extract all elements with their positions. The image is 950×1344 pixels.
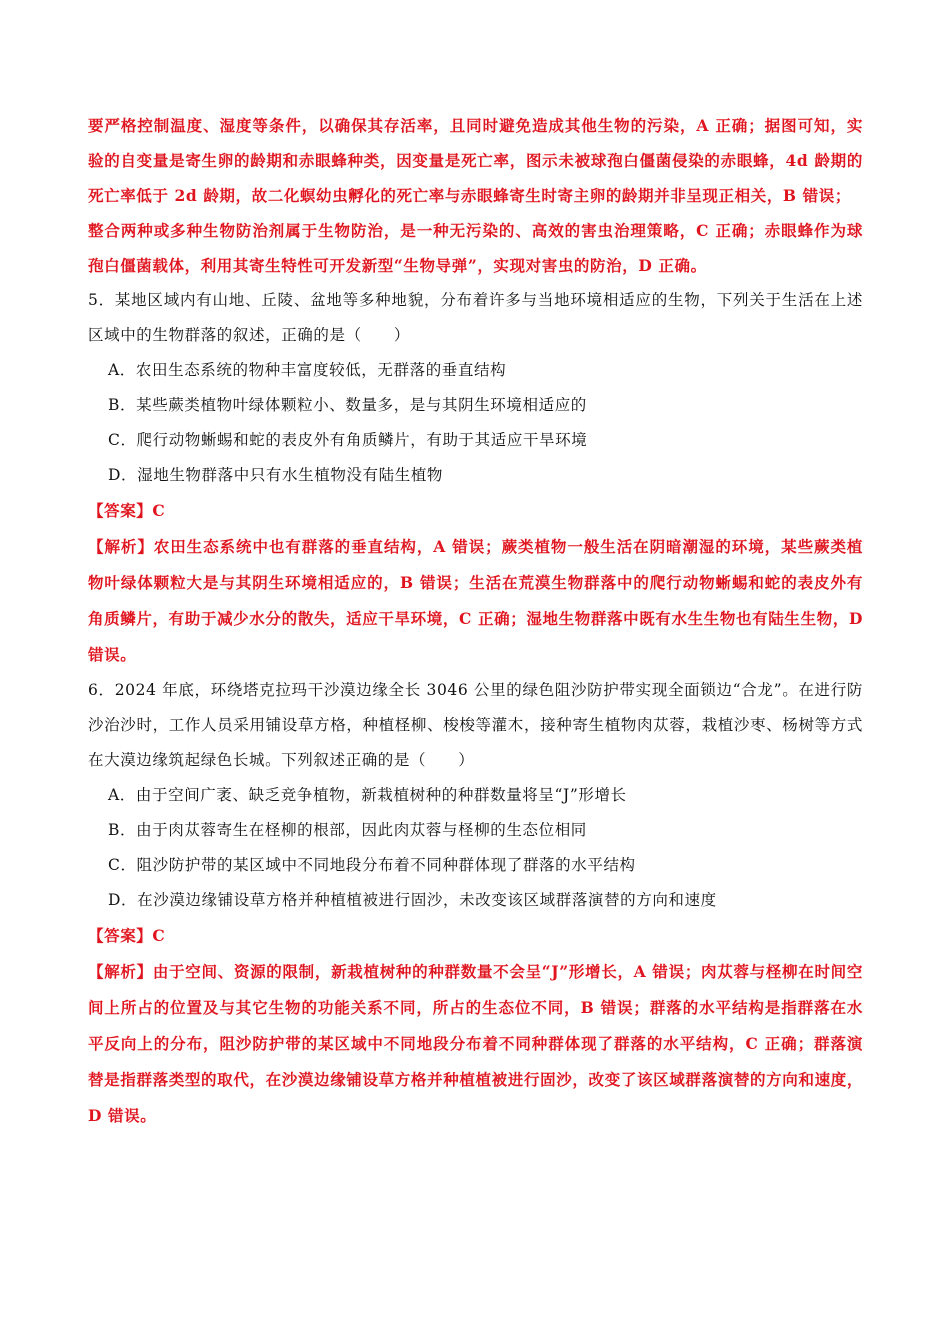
explanation-label: 【解析】 bbox=[88, 537, 154, 556]
answer-value: C bbox=[152, 501, 166, 520]
explanation-label: 【解析】 bbox=[88, 962, 153, 981]
answer-label: 【答案】 bbox=[88, 926, 153, 945]
prev-explanation-paragraph-1: 要严格控制温度、湿度等条件，以确保其存活率，且同时避免造成其他生物的污染，A 正确；据图可知，实验的自变量是寄生卵的龄期和赤眼蜂种类，因变量是死亡率，图示未被球孢白僵菌侵染的赤眼蜂，4d 龄期的死亡率低于 2d 龄期，故二化螟幼虫孵化的死亡率与赤眼蜂寄生时寄主卵的龄期并非呈现正相关，B 错误； bbox=[88, 116, 863, 205]
question-5-answer bbox=[88, 493, 863, 529]
question-6-option-a: A．由于空间广袤、缺乏竞争植物，新栽植树种的种群数量将呈“J”形增长 bbox=[108, 786, 627, 804]
question-5-stem: 5．某地区域内有山地、丘陵、盆地等多种地貌，分布着许多与当地环境相适应的生物，下列关于生活在上述区域中的生物群落的叙述，正确的是（ ） bbox=[88, 291, 863, 344]
explanation-text: 由于空间、资源的限制，新栽植树种的种群数量不会呈“J”形增长，A 错误；肉苁蓉与柽柳在时间空间上所占的位置及与其它生物的功能关系不同，所占的生态位不同，B 错误；群落的水平结构是指群落在水平反向上的分布，阻沙防护带的某区域中不同地段分布着不同种群体现了群落的水平结构，C 正确；群落演替是指群落类型的取代，在沙漠边缘铺设草方格并种植植被进行固沙，改变了该区域群落演替的方向和速度，D 错误。 bbox=[88, 962, 863, 1125]
question-6-stem: 6．2024 年底，环绕塔克拉玛干沙漠边缘全长 3046 公里的绿色阻沙防护带实现全面锁边“合龙”。在进行防沙治沙时，工作人员采用铺设草方格，种植柽柳、梭梭等灌木，接种寄生植物肉苁蓉，栽植沙枣、杨树等方式在大漠边缘筑起绿色长城。下列叙述正确的是（ ） bbox=[88, 681, 863, 769]
question-6-option-c: C．阻沙防护带的某区域中不同地段分布着不同种群体现了群落的水平结构 bbox=[108, 856, 636, 874]
prev-explanation-paragraph-2: 整合两种或多种生物防治剂属于生物防治，是一种无污染的、高效的害虫治理策略，C 正确；赤眼蜂作为球孢白僵菌载体，利用其寄生特性可开发新型“生物导弹”，实现对害虫的防治，D 正确。 bbox=[88, 221, 863, 275]
question-6-answer bbox=[88, 918, 863, 954]
answer-value: C bbox=[152, 926, 166, 945]
answer-label: 【答案】 bbox=[88, 501, 153, 520]
question-5-option-b: B．某些蕨类植物叶绿体颗粒小、数量多，是与其阴生环境相适应的 bbox=[108, 396, 587, 414]
question-5-option-a: A．农田生态系统的物种丰富度较低，无群落的垂直结构 bbox=[108, 361, 507, 379]
page-content bbox=[88, 108, 863, 1134]
question-6-option-b: B．由于肉苁蓉寄生在柽柳的根部，因此肉苁蓉与柽柳的生态位相同 bbox=[108, 821, 587, 839]
question-5-option-c: C．爬行动物蜥蜴和蛇的表皮外有角质鳞片，有助于其适应干旱环境 bbox=[108, 431, 588, 449]
question-6-explanation bbox=[88, 954, 863, 1134]
question-6-option-d: D．在沙漠边缘铺设草方格并种植植被进行固沙，未改变该区域群落演替的方向和速度 bbox=[108, 891, 717, 909]
question-5-option-d: D．湿地生物群落中只有水生植物没有陆生植物 bbox=[108, 466, 444, 484]
explanation-text: 农田生态系统中也有群落的垂直结构，A 错误；蕨类植物一般生活在阴暗潮湿的环境，某些蕨类植物叶绿体颗粒大是与其阴生环境相适应的，B 错误；生活在荒漠生物群落中的爬行动物蜥蜴和蛇的表皮外有角质鳞片，有助于减少水分的散失，适应干旱环境，C 正确；湿地生物群落中既有水生生物也有陆生生物，D 错误。 bbox=[88, 537, 864, 664]
question-5-explanation bbox=[88, 529, 863, 673]
